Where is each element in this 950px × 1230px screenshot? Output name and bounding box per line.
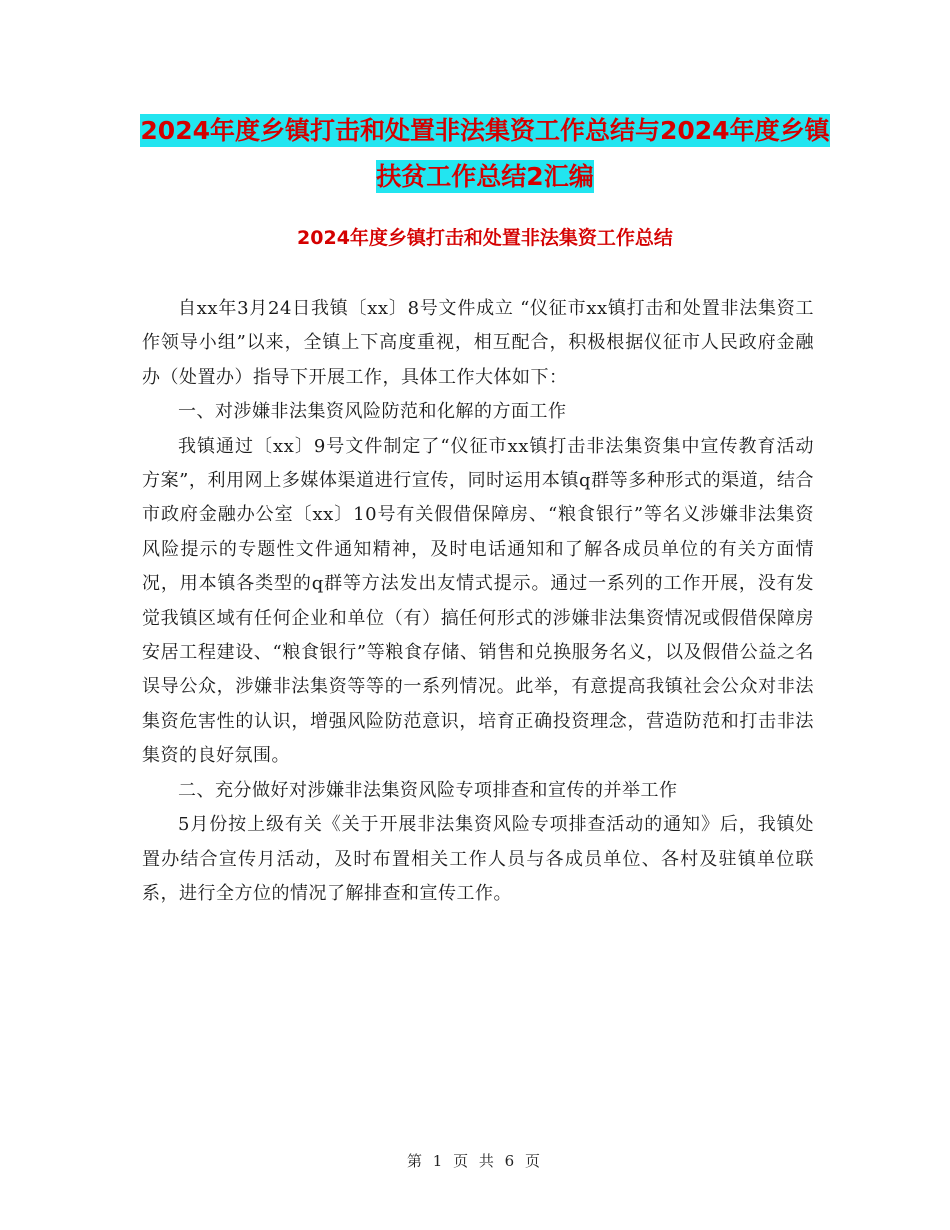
paragraph-part-two: 5月份按上级有关《关于开展非法集资风险专项排查活动的通知》后，我镇处置办结合宣传月活动，及时布置相关工作人员与各成员单位、各村及驻镇单位联系，进行全方位的情况了解排查和宣传工作。 — [142, 814, 814, 904]
heading-part-two: 二、充分做好对涉嫌非法集资风险专项排查和宣传的并举工作 — [178, 779, 678, 801]
document-title-highlight: 2024年度乡镇打击和处置非法集资工作总结与2024年度乡镇扶贫工作总结2汇编 — [140, 116, 830, 191]
document-title — [140, 108, 830, 200]
page-footer — [0, 1150, 950, 1171]
page-number-label: 第 1 页 共 6 页 — [407, 1152, 543, 1170]
document-body — [142, 292, 814, 911]
paragraph-part-one: 我镇通过〔xx〕9号文件制定了“仪征市xx镇打击非法集资集中宣传教育活动方案”，利用网上多媒体渠道进行宣传，同时运用本镇q群等多种形式的渠道，结合市政府金融办公室〔xx〕10号有关假借保障房、“粮食银行”等名义涉嫌非法集资风险提示的专题性文件通知精神，及时电话通知和了解各成员单位的有关方面情况，用本镇各类型的q群等方法发出友情式提示。通过一系列的工作开展，没有发觉我镇区域有任何企业和单位（有）搞任何形式的涉嫌非法集资情况或假借保障房安居工程建设、“粮食银行”等粮食存储、销售和兑换服务名义，以及假借公益之名误导公众，涉嫌非法集资等等的一系列情况。此举，有意提高我镇社会公众对非法集资危害性的认识，增强风险防范意识，培育正确投资理念，营造防范和打击非法集资的良好氛围。 — [142, 435, 814, 767]
paragraph-intro: 自xx年3月24日我镇〔xx〕8号文件成立 “仪征市xx镇打击和处置非法集资工作领导小组”以来，全镇上下高度重视，相互配合，积极根据仪征市人民政府金融办（处置办）指导下开展工作，具体工作大体如下： — [142, 298, 814, 388]
section-title: 2024年度乡镇打击和处置非法集资工作总结 — [297, 227, 673, 249]
heading-part-one: 一、对涉嫌非法集资风险防范和化解的方面工作 — [178, 401, 567, 423]
